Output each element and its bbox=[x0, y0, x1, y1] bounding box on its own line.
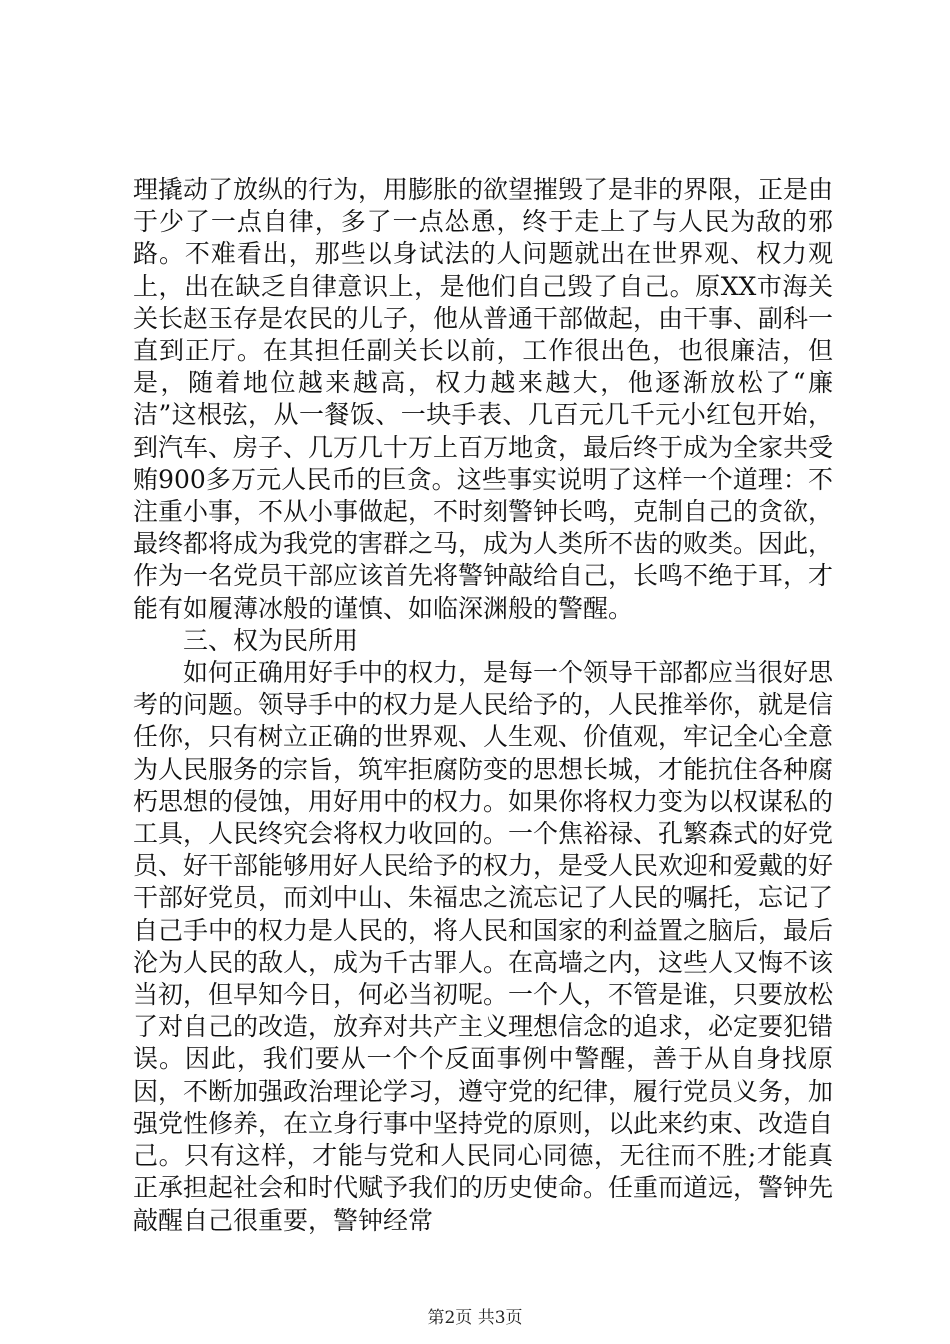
document-body bbox=[133, 174, 833, 1237]
paragraph-section-three: 如何正确用好手中的权力，是每一个领导干部都应当很好思考的问题。领导手中的权力是人民给予的，人民推举你，就是信任你，只有树立正确的世界观、人生观、价值观，牢记全心全意为人民服务的宗旨，筑牢拒腐防变的思想长城，才能抗住各种腐朽思想的侵蚀，用好用中的权力。如果你将权力变为以权谋私的工具，人民终究会将权力收回的。一个焦裕禄、孔繁森式的好党员、好干部能够用好人民给予的权力，是受人民欢迎和爱戴的好干部好党员，而刘中山、朱福忠之流忘记了人民的嘱托，忘记了自己手中的权力是人民的，将人民和国家的利益置之脑后，最后沦为人民的敌人，成为千古罪人。在高墙之内，这些人又悔不该当初，但早知今日，何必当初呢。一个人，不管是谁，只要放松了对自己的改造，放弃对共产主义理想信念的追求，必定要犯错误。因此，我们要从一个个反面事例中警醒，善于从自身找原因，不断加强政治理论学习，遵守党的纪律，履行党员义务，加强党性修养，在立身行事中坚持党的原则，以此来约束、改造自己。只有这样，才能与党和人民同心同德，无往而不胜;才能真正承担起社会和时代赋予我们的历史使命。任重而道远，警钟先敲醒自己很重要，警钟经常 bbox=[133, 658, 834, 1235]
paragraph-continuation: 理撬动了放纵的行为，用膨胀的欲望摧毁了是非的界限，正是由于少了一点自律，多了一点怂恿，终于走上了与人民为敌的邪路。不难看出，那些以身试法的人问题就出在世界观、权力观上，出在缺乏自律意识上，是他们自己毁了自己。原XX市海关关长赵玉存是农民的儿子，他从普通干部做起，由干事、副科一直到正厅。在其担任副关长以前，工作很出色，也很廉洁，但是，随着地位越来越高，权力越来越大，他逐渐放松了“廉洁”这根弦，从一餐饭、一块手表、几百元几千元小红包开始，到汽车、房子、几万几十万上百万地贪，最后终于成为全家共受贿900多万元人民币的巨贪。这些事实说明了这样一个道理：不注重小事，不从小事做起，不时刻警钟长鸣，克制自己的贪欲，最终都将成为我党的害群之马，成为人类所不齿的败类。因此，作为一名党员干部应该首先将警钟敲给自己，长鸣不绝于耳，才能有如履薄冰般的谨慎、如临深渊般的警醒。 bbox=[133, 175, 834, 623]
page-footer: 第2页 共3页 bbox=[427, 1308, 523, 1328]
section-heading: 三、权为民所用 bbox=[183, 625, 359, 655]
